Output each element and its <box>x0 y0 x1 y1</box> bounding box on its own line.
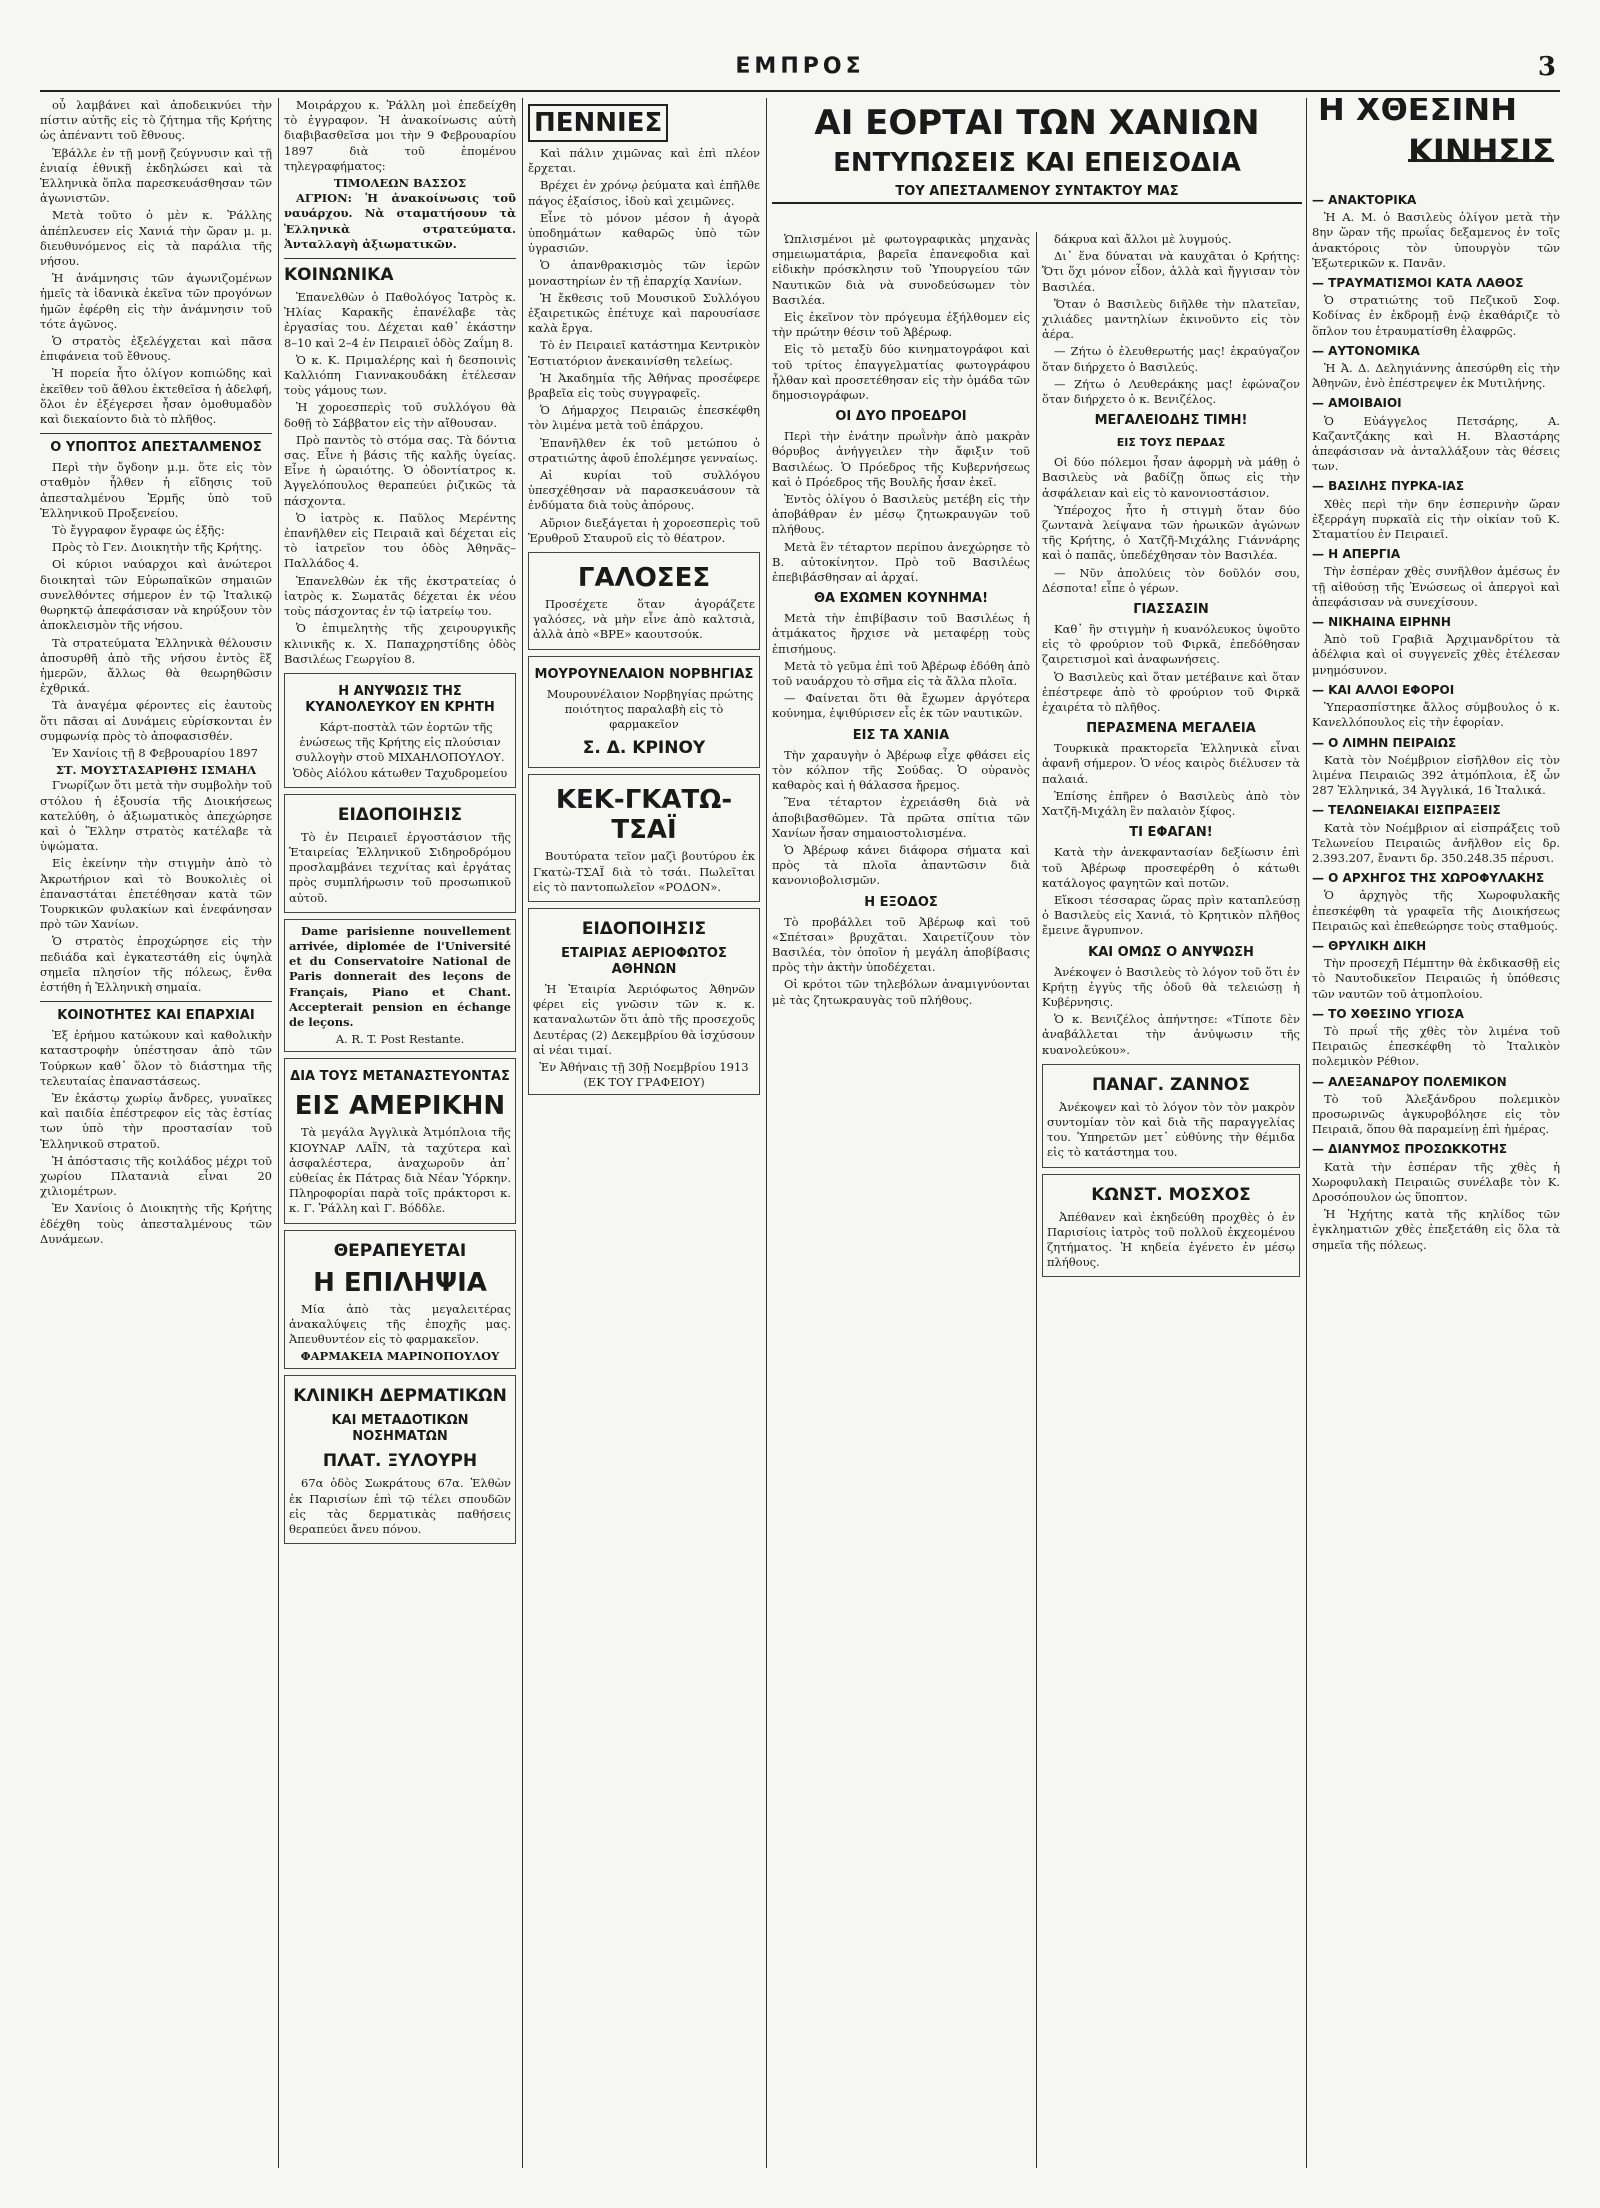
paragraph: Καθ᾽ ἣν στιγμὴν ἡ κυανόλευκος ὑψοῦτο εἰς τὸ φρούριον τοῦ Φιρκᾶ, ἐπεδόθησαν ζαιρετισμοὶ καὶ ἀναφωνήσεις. <box>1042 622 1300 667</box>
divider <box>284 258 516 259</box>
divider <box>40 433 272 434</box>
paragraph: Ὁ Ἀβέρωφ κάνει διάφορα σήματα καὶ πρὸς τὰ πλοῖα ἀπαντῶσιν διὰ κανονιοβολισμῶν. <box>772 842 1030 888</box>
column-rule <box>766 98 767 2168</box>
main-headline: ΑΙ ΕΟΡΤΑΙ ΤΩΝ ΧΑΝΙΩΝ <box>814 103 1260 143</box>
col4-exodos-text <box>772 915 1030 1008</box>
section-heading: — ΑΜΟΙΒΑΙΟΙ <box>1312 396 1402 411</box>
heading-efagan: ΤΙ ΕΦΑΓΑΝ! <box>1129 825 1213 841</box>
ad-text: Τὰ μεγάλα Ἀγγλικὰ Ἀτμόπλοια τῆς ΚΙΟΥΝΑΡ ΛΑΪΝ, τὰ ταχύτερα καὶ ἀσφαλέστερα, ἀναχωροῦν ἀπ᾽ εὐθείας ἐκ Πάτρας διὰ Νέαν Ὑόρκην. Πληροφορίαι παρὰ τοῖς πράκτορσι κ. κ. Γ. Ῥάλλη καὶ Γ. Βόδδλε. <box>289 1125 511 1216</box>
paragraph: Περὶ τὴν ὄγδοην μ.μ. ὅτε εἰς τὸν σταθμὸν ἦλθεν ἡ εἴδησις τοῦ ἀπεσταλμένου Ἑρμῆς ὑπὸ τοῦ Ἑλληνικοῦ Προξενείου. <box>40 460 272 520</box>
ad-heading: ΚΕΚ-ΓΚΑΤΩ-ΤΣΑΪ <box>555 785 733 846</box>
ad-name: ΠΛΑΤ. ΞΥΛΟΥΡΗ <box>322 1451 478 1472</box>
paragraph: Οἱ δύο πόλεμοι ἦσαν ἀφορμὴ νὰ μάθῃ ὁ Βασιλεὺς νὰ βαδίζῃ ὅπως εἰς τὴν ἀσφάλειαν καὶ εἰς τὸ κανονιοστάσιον. <box>1042 455 1300 500</box>
heading-koinotites: ΚΟΙΝΟΤΗΤΕΣ ΚΑΙ ΕΠΑΡΧΙΑΙ <box>57 1008 255 1024</box>
column-1 <box>40 98 272 2168</box>
paragraph: Τὰ ἀναγέμα φέροντες εἰς ἑαυτοὺς ὅτι πᾶσαι αἱ Δυνάμεις εὑρίσκονται ἐν συμφωνίᾳ πρὸς τὸ ἀποφασισθέν. <box>40 698 272 743</box>
paragraph: Εἶνε τὸ μόνον μέσον ἡ ἀγορὰ ὑποδημάτων καθαρῶς ὑπὸ τῶν ὑγρασιῶν. <box>528 210 760 256</box>
paragraph: δάκρυα καὶ ἄλλοι μὲ λυγμούς. <box>1054 232 1232 246</box>
paragraph: Πρὸ παντὸς τὸ στόμα σας. Τὰ δόντια σας. Εἶνε ἡ βάσις τῆς καλῆς ὑγείας. Εἶνε ἡ ὡραιότης. Ὁ ὀδοντίατρος κ. Ἀγγελόπουλος θεραπεύει ῥιζικῶς τὰ πάσχοντα. <box>284 432 516 508</box>
ad-heading: ΚΛΙΝΙΚΗ ΔΕΡΜΑΤΙΚΩΝ <box>293 1386 507 1407</box>
col3-pennies-text <box>528 146 760 546</box>
paragraph: οὖ λαμβάνει καὶ ἀποδεικνύει τὴν πίστιν αὐτῆς εἰς τὸ ζήτημα τῆς Κρήτης ὡς ἀπέναντι τοῦ ἔθνους. <box>40 98 272 143</box>
main-article-header <box>772 98 1302 208</box>
ad-name: ΠΑΝΑΓ. ΖΑΝΝΟΣ <box>1092 1074 1250 1095</box>
section-text: Ὁ Εὐάγγελος Πετσάρης, Α. Καζαντζάκης καὶ Η. Βλαστάρης ἀπεφάσισαν νὰ ἀνταλλάξουν τὰς θέσεις των. <box>1312 413 1560 474</box>
heading-kounima: ΘΑ ΕΧΩΜΕΝ ΚΟΥΝΗΜΑ! <box>813 591 989 607</box>
heading-hypoptos: Ο ΥΠΟΠΤΟΣ ΑΠΕΣΤΑΛΜΕΝΟΣ <box>50 440 262 456</box>
section-text: Κατὰ τὴν ἑσπέραν τῆς χθὲς ἡ Χωροφυλακὴ Πειραιῶς συνέλαβε τὸν Κ. Δροσόπουλον ὡς ὕποπτον. <box>1312 1159 1560 1204</box>
paragraph: Ὁ κ. Κ. Πριμαλέρης καὶ ἡ δεσποινὶς Καλλιόπη Γιαννακουδάκη ἐτέλεσαν τοὺς γάμους των. <box>284 352 516 398</box>
ad-text: Μουρουνέλαιον Νορβηγίας πρώτης ποιότητος παραλαβὴ εἰς τὸ φαρμακεῖον <box>546 686 754 732</box>
ad-kek <box>528 774 760 902</box>
col4-intro-text <box>772 232 1030 403</box>
ad-heading: ΓΑΛΟΣΕΣ <box>577 563 711 594</box>
column-rule <box>278 98 279 2168</box>
paragraph: Εἰς ἐκείνην τὴν στιγμὴν ἀπὸ τὸ Ἀκρωτήριον καὶ τὸ Βουκολιὲς οἱ ἐπαναστάται ἐπετέθησαν κατὰ τῶν Τουρκικῶν φυλακίων καὶ ἐνεφάνησαν πρὸ τῶν Χανίων. <box>40 856 272 932</box>
column-rule <box>1036 232 1037 2168</box>
col5-omos-text <box>1042 965 1300 1058</box>
paragraph: Ὁ ἀπανθρακισμὸς τῶν ἱερῶν μοναστηρίων ἐν τῇ ἐπαρχίᾳ Χανίων. <box>528 258 760 288</box>
ad-text: Μία ἀπὸ τὰς μεγαλειτέρας ἀνακαλύψεις τῆς ἐποχῆς μας. Ἀπευθυντέον εἰς τὸ φαρμακεῖον. <box>289 1301 511 1346</box>
paragraph: — Ζήτω ὁ ἐλευθερωτής μας! ἐκραύγαζον ὅταν διήρχετο ὁ Βασιλεύς. <box>1042 344 1300 374</box>
ad-pharmacy: ΦΑΡΜΑΚΕΙΑ ΜΑΡΙΝΟΠΟΥΛΟΥ <box>300 1349 500 1364</box>
paragraph: Καὶ πάλιν χιμῶνας καὶ ἐπὶ πλέον ἔρχεται. <box>528 146 760 176</box>
ad-text: Βουτύρατα τεῖον μαζὶ βουτύρου ἐκ Γκατὼ-ΤΣΑΪ διὰ τὸ τσάι. Πωλεῖται εἰς τὸ παντοπωλεῖον «ΡΟΔΟΝ». <box>533 849 755 894</box>
paragraph: Τὰ στρατεύματα Ἑλληνικὰ θέλουσιν ἀποσυρθῆ ἀπὸ τῆς νήσου ἐντὸς ἓξ ἡμερῶν, ἄλλως θὰ θεωρηθῶσιν ἐχθρικά. <box>40 635 272 696</box>
column-6 <box>1312 98 1560 2168</box>
col4-proedroi-text <box>772 429 1030 585</box>
ad-name: Σ. Δ. ΚΡΙΝΟΥ <box>582 738 706 759</box>
ad-mourounelaion <box>528 656 760 769</box>
ad-signature: (ΕΚ ΤΟΥ ΓΡΑΦΕΙΟΥ) <box>583 1075 705 1090</box>
ad-heading: Η ΕΠΙΛΗΨΙΑ <box>313 1267 487 1298</box>
heading-giassasin: ΓΙΑΣΣΑΣΙΝ <box>1133 602 1209 618</box>
paragraph: Δι᾽ ἕνα δύναται νὰ καυχᾶται ὁ Κρήτης: Ὅτι ὅχι μόνον εἶδον, ἀλλὰ καὶ ἤγγισαν τὸν Βασιλέα. <box>1042 249 1300 294</box>
col2-top-text <box>284 98 516 174</box>
col5-top-text <box>1042 232 1300 407</box>
paragraph: Ὑπέροχος ἦτο ἡ στιγμὴ ὅταν δύο ζωντανὰ λείψανα τῶν ἡρωικῶν ἀγώνων τῆς Κρήτης, ὁ Χατζῆ-Μιχάλης Γιάννάρης καὶ ὁ παπᾶς, ὑπεδέχθησαν τὸν Βασιλέα. <box>1042 502 1300 563</box>
paragraph: Ἐπανελθὼν ὁ Παθολόγος Ἰατρὸς κ. Ἠλίας Καρακῆς ἐπανέλαβε τὰς ἐργασίας του. Δέχεται καθ᾽ ἑκάστην 8–10 καὶ 2–4 ἐν Πειραιεῖ ὁδὸς Ζαΐμη 8. <box>284 290 516 350</box>
ad-aeriofotos <box>528 908 760 1095</box>
main-byline: ΤΟΥ ΑΠΕΣΤΑΛΜΕΝΟΥ ΣΥΝΤΑΚΤΟΥ ΜΑΣ <box>772 184 1302 204</box>
col1-koinotites-text <box>40 1028 272 1247</box>
ad-epilepsy <box>284 1230 516 1370</box>
paragraph: Ἐν Χανίοις ὁ Διοικητὴς τῆς Κρήτης ἐδέχθη τοὺς ἀπεσταλμένους τῶν Δυνάμεων. <box>40 1201 272 1246</box>
ad-galoses <box>528 552 760 650</box>
paragraph: Εἰς ἐκεῖνον τὸν πρόγευμα ἐξήλθομεν εἰς τὴν πρώτην θέσιν τοῦ Ἀβέρωφ. <box>772 310 1030 340</box>
paragraph: Εἰς τὸ μεταξὺ δύο κινηματογράφοι καὶ τοῦ τρίτος ἐπαγγελματίας φωτογράφου ἦλθαν καὶ προσετέθησαν εἰς τὴν ὁμάδα τῶν δημοσιογράφων. <box>772 342 1030 403</box>
heading-exodos: Η ΕΞΟΔΟΣ <box>864 894 938 910</box>
section-text: Ὁ ἀρχηγὸς τῆς Χωροφυλακῆς ἐπεσκέφθη τὰ γραφεῖα τῆς Διοικήσεως Πειραιῶς καὶ ἐπεθεώρησε τοὺς σταθμούς. <box>1312 888 1560 933</box>
heading-kinisis: ΚΙΝΗΣΙΣ <box>1408 132 1554 170</box>
section-heading: — ΒΑΣΙΛΗΣ ΠΥΡΚΑ-ΙΑΣ <box>1312 479 1465 494</box>
col4-kounima-text <box>772 611 1030 721</box>
heading-koinonika: ΚΟΙΝΩΝΙΚΑ <box>284 265 394 286</box>
col5-megaleiodis-text <box>1042 455 1300 596</box>
col1-body-text <box>40 778 272 995</box>
column-rule <box>1306 98 1307 2168</box>
heading-megaleiodis: ΜΕΓΑΛΕΙΟΔΗΣ ΤΙΜΗ! <box>1094 413 1248 429</box>
column-3 <box>528 98 760 2168</box>
section-text: Ὁ στρατιώτης τοῦ Πεζικοῦ Σοφ. Κοδίνας ἐν ἐκδρομῇ ἐνῷ ἐκαθάριζε τὸ ὅπλον του ἐτραυματίσθη ἐλαφρῶς. <box>1312 293 1560 338</box>
heading-perasmena: ΠΕΡΑΣΜΕΝΑ ΜΕΓΑΛΕΙΑ <box>1086 721 1256 737</box>
section-text: Κατὰ τὸν Νοέμβριον αἱ εἰσπράξεις τοῦ Τελωνείου Πειραιῶς ἀνῆλθον εἰς δρ. 2.393.207, ἔναντι δρ. 350.248.35 πέρυσι. <box>1312 820 1560 865</box>
ad-subheading: ΔΙΑ ΤΟΥΣ ΜΕΤΑΝΑΣΤΕΥΟΝΤΑΣ <box>290 1069 510 1085</box>
paragraph: Ἡ ἀνάμνησις τῶν ἀγωνιζομένων ἡμεῖς τὰ ἰδανικὰ ἐκεῖνα τῶν προγόνων ἡμῶν ἐφέρθη εἰς τὴν ἀνάμνησιν τοῦ τότε ἀγῶνος. <box>40 271 272 331</box>
paragraph: Μετὰ τοῦτο ὁ μὲν κ. Ῥάλλης ἀπέπλευσεν εἰς Χανιά τὴν ὥραν μ. μ. διευθυνόμενος εἰς τὰ παράλια τῆς νήσου. <box>40 208 272 269</box>
main-subheadline: ΕΝΤΥΠΩΣΕΙΣ ΚΑΙ ΕΠΕΙΣΟΔΙΑ <box>833 148 1241 178</box>
section-heading: — ΑΥΤΟΝΟΜΙΚΑ <box>1312 343 1420 358</box>
paragraph: Τὸ ἔγγραφον ἔγραφε ὡς ἑξῆς: <box>52 523 225 538</box>
paragraph: Ὁ στρατὸς ἐξελέγχεται καὶ πᾶσα ἐπιφάνεια τοῦ ἔθνους. <box>40 334 272 364</box>
paragraph: Ἡ ἔκθεσις τοῦ Μουσικοῦ Συλλόγου ἐξαιρετικῶς ἐπέτυχε καὶ παρουσίασε καλὰ ἔργα. <box>528 290 760 336</box>
masthead <box>40 52 1560 92</box>
ad-date: Ἐν Ἀθήναις τῇ 30ῇ Νοεμβρίου 1913 <box>539 1059 749 1074</box>
ad-subheading: ΚΑΙ ΜΕΤΑΔΟΤΙΚΩΝ ΝΟΣΗΜΑΤΩΝ <box>331 1413 469 1445</box>
page-number: 3 <box>1537 52 1556 82</box>
paragraph: Πρὸς τὸ Γεν. Διοικητὴν τῆς Κρήτης. <box>52 540 263 555</box>
paragraph: Ὡπλισμένοι μὲ φωτογραφικὰς μηχανὰς σημειωματάρια, βαρεῖα ἐπανεφοδια καὶ εἰδικὴν πρόσκλησιν τοῦ Ὑπουργείου τῶν Ναυτικῶν διὰ νὰ συνοδεύσωμεν τὸν Βασιλέα. <box>772 232 1030 307</box>
col1-intro <box>40 98 272 427</box>
paragraph: Ὁ Βασιλεὺς καὶ ὅταν μετέβαινε καὶ ὅταν ἐπέστρεφε ἀπὸ τὸ φρούριον τοῦ Φιρκᾶ ἐχαιρέτα τὸ πλῆθος. <box>1042 669 1300 715</box>
ad-zannos <box>1042 1064 1300 1168</box>
column-2 <box>284 98 516 2168</box>
newspaper-title: ΕΜΠΡΟΣ <box>735 54 865 79</box>
section-text: Ἡ Ἡχήτης κατὰ τῆς κηλίδος τῶν ἐγκληματιῶν χθὲς ἐπεξετάθη εἰς ὅλα τὰ σημεῖα τῆς πόλεως. <box>1312 1207 1560 1252</box>
heading-chthesini-kinisis <box>1312 98 1560 188</box>
paragraph: Ἐξ ἐρήμου κατώκουν καὶ καθολικὴν καταστροφὴν ὑπέστησαν ἀπὸ τῶν Τούρκων καθ᾽ ὅλον τὸ διάστημα τῆς τελευταίας ἐπαναστάσεως. <box>40 1028 272 1088</box>
section-heading: — Ο ΑΡΧΗΓΟΣ ΤΗΣ ΧΩΡΟΦΥΛΑΚΗΣ <box>1312 871 1545 886</box>
section-heading: — ΝΙΚΗΑΙΝΑ ΕΙΡΗΝΗ <box>1312 615 1451 630</box>
ad-text: Ἡ Ἐταιρία Ἀεριόφωτος Ἀθηνῶν φέρει εἰς γνῶσιν τῶν κ. κ. καταναλωτῶν ὅτι ἀπὸ τῆς προσεχοῦς Δευτέρας (2) Δεκεμβρίου θὰ ἰσχύσουν αἱ νέαι τιμαί. <box>533 981 755 1057</box>
paragraph: Ὁ κ. Βενιζέλος ἀπήντησε: «Τίποτε δὲν ἀναβάλλεται τὴν ἀνύψωσιν τῆς κυανολεύκου». <box>1042 1012 1300 1057</box>
ad-signature: A. R. T. Post Restante. <box>335 1032 465 1047</box>
ad-text: Κάρτ-ποστὰλ τῶν ἑορτῶν τῆς ἑνώσεως τῆς Κρήτης εἰς πλούσιαν συλλογὴν στοῦ ΜΙΧΑΗΛΟΠΟΥΛΟΥ. Ὁδὸς Αἰόλου κάτωθεν Ταχυδρομείου <box>292 719 508 780</box>
section-text: Χθὲς περὶ τὴν 6ην ἑσπερινὴν ὥραν ἐξερράγη πυρκαϊὰ εἰς τὴν οἰκίαν τοῦ Κ. Σταματίου ἐν Πειραιεῖ. <box>1312 496 1560 542</box>
subheading-perdas: ΕΙΣ ΤΟΥΣ ΠΕΡΔΑΣ <box>1116 436 1226 450</box>
heading-omos: ΚΑΙ ΟΜΩΣ Ο ΑΝΥΨΩΣΗ <box>1088 944 1254 960</box>
section-heading: — ΑΝΑΚΤΟΡΙΚΑ <box>1312 193 1417 207</box>
signer: ΤΙΜΟΛΕΩΝ ΒΑΣΣΟΣ <box>333 176 467 191</box>
ad-subheading: ΕΤΑΙΡΙΑΣ ΑΕΡΙΟΦΩΤΟΣ ΑΘΗΝΩΝ <box>561 945 727 977</box>
ad-heading: ΘΕΡΑΠΕΥΕΤΑΙ <box>333 1240 467 1261</box>
section-text: Τὸ πρωΐ τῆς χθὲς τὸν λιμένα τοῦ Πειραιῶς ἐπεσκέφθη τὸ Ἰταλικὸν πολεμικὸν Ρέθιον. <box>1312 1023 1560 1069</box>
section-heading: — ΤΡΑΥΜΑΤΙΣΜΟΙ ΚΑΤΑ ΛΑΘΟΣ <box>1312 276 1524 291</box>
paragraph: Ἐν ἐκάστῳ χωρίῳ ἄνδρες, γυναῖκες καὶ παιδία ἐπέστρεφον εἰς τὰς ἑστίας των ὑπὸ τὴν προστασίαν τοῦ Ἑλληνικοῦ στρατοῦ. <box>40 1090 272 1151</box>
section-text: Ἡ Α. Μ. ὁ Βασιλεὺς ὀλίγον μετὰ τὴν 8ην ὥραν τῆς πρωΐας δεξαμενος ἐν τοῖς ἀνακτόροις τὸν ὑπουργὸν τῶν Ἐξωτερικῶν κ. Πανᾶν. <box>1312 210 1560 270</box>
ad-heading: ΜΟΥΡΟΥΝΕΛΑΙΟΝ ΝΟΡΒΗΓΙΑΣ <box>534 666 754 682</box>
ad-text: Ἀνέκοψεν καὶ τὸ λόγον τὸν τὸν μακρὸν συντομίαν τὸν καὶ διὰ τῆς παραγγελίας του. Ὑπηρετῶν μετ᾽ εὐθύνης τὴν θέμιδα εἰς τὸ κατάστημα του. <box>1047 1099 1295 1160</box>
agrion-text: ΑΓΡΙΟΝ: Ἡ ἀνακοίνωσις τοῦ ναυάρχου. Νὰ σταματήσουν τὰ Ἑλληνικὰ στρατεύματα. Ἀνταλλαγὴ ἀξιωματικῶν. <box>284 191 516 251</box>
heading-pennies: ΠΕΝΝΙΕΣ <box>528 104 668 142</box>
paragraph: Ἀνέκοψεν ὁ Βασιλεὺς τὸ λόγον τοῦ ὅτι ἐν Κρήτῃ ἐγγὺς τῆς ὁδοῦ θὰ τελειώσῃ ἡ Κυβέρνησις. <box>1042 964 1300 1009</box>
col1-hypoptos-text <box>40 460 272 761</box>
column-rule <box>522 98 523 2168</box>
ad-french-lessons <box>284 919 516 1053</box>
paragraph: — Ζήτω ὁ Λευθεράκης μας! ἐφώναζον ὅταν διήρχετο ὁ κ. Βενιζέλος. <box>1042 376 1300 407</box>
paragraph: Τὸ προβάλλει τοῦ Ἀβέρωφ καὶ τοῦ «Σπέτσαι» βρυχᾶται. Χαιρετίζουν τὸν Βασιλέα, τὸν ὁποῖον ἡ μεγάλη ἀποβίβασις πρὸς τὴν ἀκτὴν ὑποδέχεται. <box>772 914 1030 975</box>
paragraph: Οἱ κύριοι ναύαρχοι καὶ ἀνώτεροι διοικηταὶ τῶν Εὐρωπαϊκῶν σημαιῶν συνελθόντες σήμερον ἐν τῷ Ἰταλικῷ θωρηκτῷ ἀπεφάσισαν νὰ κηρύξουν τὸν ἀποκλεισμὸν τῆς νήσου. <box>40 557 272 633</box>
ad-heading: ΕΙΔΟΠΟΙΗΣΙΣ <box>337 804 463 825</box>
paragraph: Εἴκοσι τέσσαρας ὥρας πρὶν καταπλεύσῃ ὁ Βασιλεὺς εἰς Χανιά, τὸ Κρητικὸν πλῆθος ἔμεινε ἄγρυπνον. <box>1042 892 1300 938</box>
paragraph: Μοιράρχου κ. Ῥάλλη μοὶ ἐπεδείχθη τὸ ἐγγραφον. Ἡ ἀνακοίνωσις αὐτὴ διαβιβασθεῖσα μοι τὴν 9 Φεβρουαρίου 1897 διὰ τοῦ ἑπομένου τηλεγραφήματος: <box>284 98 516 173</box>
column-5 <box>1042 232 1300 2168</box>
section-text: Τὴν προσεχῆ Πέμπτην θὰ ἐκδικασθῇ εἰς τὸ Ναυτοδικεῖον Πειραιῶς ἡ ὑπόθεσις τῶν ναυτῶν τοῦ ἀτμοπλοίου. <box>1312 956 1560 1001</box>
paragraph: Κατὰ τὴν ἀνεκφαντασίαν δεξίωσιν ἐπὶ τοῦ Ἀβέρωφ προσεφέρθη ὁ κάτωθι κατάλογος φαγητῶν καὶ ποτῶν. <box>1042 845 1300 890</box>
paragraph: Μετὰ τὸ γεῦμα ἐπὶ τοῦ Ἀβέρωφ ἐδόθη ἀπὸ τοῦ ναυάρχου τὸ σῆμα εἰς τὰ ἄλλα πλοῖα. <box>772 658 1030 689</box>
section-text: Τὴν ἑσπέραν χθὲς συνῆλθον ἀμέσως ἐν τῇ αἰθούσῃ τῆς Ἐνώσεως οἱ ἀπεργοὶ καὶ ἀπεφάσισαν νὰ συνεχίσουν. <box>1312 564 1560 609</box>
heading-chthesini: Η ΧΘΕΣΙΝΗ <box>1318 98 1517 128</box>
ad-eidopoiisis <box>284 794 516 913</box>
col5-perasmena-text <box>1042 741 1300 819</box>
paragraph: Ὁ στρατὸς ἐπροχώρησε εἰς τὴν πεδιάδα καὶ ἐγκατεστάθη εἰς ὑψηλὰ σημεῖα πλησίον τῆς πόλεως, ἔνθα ἐστήθη ἡ Ἑλληνικὴ σημαία. <box>40 934 272 994</box>
paragraph: Ὁ Δήμαρχος Πειραιῶς ἐπεσκέφθη τὸν λιμένα μετὰ τοῦ ἐπάρχου. <box>528 403 760 433</box>
divider <box>40 1001 272 1002</box>
paragraph: Ἡ πορεία ἦτο ὀλίγον κοπιώδης καὶ ἐκεῖθεν τοῦ ἄθλου ἐκτεθεῖσα ἡ ἀδελφή, ὅλοι ἐν ἐξέγερσει ἦσαν ὁμοθυμαδὸν καὶ διεκαίοντο διὰ τὸ πλῆθος. <box>40 366 272 427</box>
section-heading: — Ο ΛΙΜΗΝ ΠΕΙΡΑΙΩΣ <box>1312 735 1457 750</box>
paragraph: Ἐβάλλε ἐν τῇ μονῇ ζεύγνυσιν καὶ τῇ ἐνιαίᾳ ἐθνικῇ ἐκδηλώσει καὶ τὰ Ἑλληνικὰ ὅπλα παρεσκευάσθησαν τῶν ἀγωνιστῶν. <box>40 145 272 206</box>
col2-koinonika-text <box>284 290 516 667</box>
ad-text: Ἀπέθανεν καὶ ἐκηδεύθη προχθὲς ὁ ἐν Παρισίοις ἰατρὸς τοῦ πολλοῦ ἐκχεομένου ζητήματος. Ἡ κηδεία ἐγένετο ἐν μέσῳ πλήθους. <box>1047 1209 1295 1270</box>
paragraph: Μετὰ ἓν τέταρτον περίπου ἀνεχώρησε τὸ Β. αὐτοκίνητον. Πρὸ τοῦ Βασιλέως ἐπεβιβάσθησαν αἱ ἀρχαί. <box>772 539 1030 585</box>
ad-text: Τὸ ἐν Πειραιεῖ ἐργοστάσιον τῆς Ἑταιρείας Ἑλληνικοῦ Σιδηροδρόμου προσλαμβάνει τεχνίτας καὶ ἐργάτας πρὸς συμπλήρωσιν τοῦ προσωπικοῦ αὐτοῦ. <box>289 829 511 905</box>
section-heading: — ΤΟ ΧΘΕΣΙΝΟ ΥΓΙΟΣΑ <box>1312 1006 1464 1021</box>
paragraph: Ἐπανελθὼν ἐκ τῆς ἐκστρατείας ὁ ἰατρὸς κ. Σωματᾶς δέχεται ἐκ νέου τοὺς πάσχοντας ἐν τῷ ἰατρείῳ του. <box>284 573 516 619</box>
ad-america <box>284 1058 516 1223</box>
section-heading: — ΔΙΑΝΥΜΟΣ ΠΡΟΣΩΚΚΟΤΗΣ <box>1312 1142 1508 1157</box>
newspaper-page <box>40 52 1560 2172</box>
signature: ΣΤ. ΜΟΥΣΤΑΣΑΡΙΘΗΣ ΙΣΜΑΗΛ <box>55 763 257 778</box>
column-4 <box>772 232 1030 2168</box>
section-heading: — ΤΕΛΩΝΕΙΑΚΑΙ ΕΙΣΠΡΑΞΕΙΣ <box>1312 803 1501 818</box>
paragraph: Ὅταν ὁ Βασιλεὺς διῆλθε τὴν πλατεῖαν, χιλιάδες μαντηλίων ἐκινοῦντο εἰς τὸν ἀέρα. <box>1042 296 1300 342</box>
paragraph: — Νῦν ἀπολύεις τὸν δοῦλόν σου, Δέσποτα! εἶπε ὁ γέρων. <box>1042 565 1300 595</box>
paragraph: Ὁ ἰατρὸς κ. Παῦλος Μερέντης ἐπανῆλθεν εἰς Πειραιᾶ καὶ δέχεται εἰς τὸ ἰατρεῖον του ὁδὸς Ἀθηνᾶς–Παλλάδος 4. <box>284 510 516 571</box>
paragraph: Ὁ ἐπιμελητὴς τῆς χειρουργικῆς κλινικῆς κ. Χ. Παπαχρηστίδης ὁδὸς Βασιλέως Γεωργίου 8. <box>284 621 516 666</box>
ad-name: ΚΩΝΣΤ. ΜΟΣΧΟΣ <box>1091 1184 1251 1205</box>
paragraph: — Φαίνεται ὅτι θὰ ἔχωμεν ἀργότερα κούνημα, ἐψιθύρισεν εἷς ἐκ τῶν ναυτικῶν. <box>772 691 1030 721</box>
col4-chania-text <box>772 748 1030 889</box>
col6-news-sections <box>1312 193 1560 1253</box>
section-heading: — ΘΡΥΛΙΚΗ ΔΙΚΗ <box>1312 938 1427 953</box>
paragraph: Μετὰ τὴν ἐπιβίβασιν τοῦ Βασιλέως ἡ ἀτμάκατος ἤρχισε νὰ μεταφέρῃ τοὺς ἐπισήμους. <box>772 611 1030 656</box>
paragraph: Ἐν Χανίοις τῇ 8 Φεβρουαρίου 1897 <box>52 745 258 760</box>
paragraph: Βρέχει ἐν χρόνῳ ῥεύματα καὶ ἐπῆλθε πάγος ἐξαίσιος, ἰδοὺ καὶ χειμῶνες. <box>528 178 760 208</box>
ad-kyanoleukou <box>284 673 516 788</box>
ad-heading: ΕΙΔΟΠΟΙΗΣΙΣ <box>581 918 707 939</box>
paragraph: Ἡ Ἀκαδημία τῆς Ἀθήνας προσέφερε βραβεῖα εἰς τοὺς συγγραφεῖς. <box>528 370 760 401</box>
paragraph: Αἱ κυρίαι τοῦ συλλόγου ὑπεσχέθησαν νὰ παρασκευάσουν τὰ ἐνδύματα διὰ τοὺς ἀπόρους. <box>528 468 760 513</box>
paragraph: Οἱ κρότοι τῶν τηλεβόλων ἀναμιγνύονται μὲ τὰς ζητωκραυγὰς τοῦ πλήθους. <box>772 977 1030 1007</box>
paragraph: Τὴν χαραυγὴν ὁ Ἀβέρωφ εἶχε φθάσει εἰς τὸν κόλπον τῆς Σούδας. Ὁ οὐρανὸς καθαρὸς καὶ ἡ θάλασσα ἤρεμος. <box>772 747 1030 793</box>
section-text: Κατὰ τὸν Νοέμβριον εἰσῆλθον εἰς τὸν λιμένα Πειραιῶς 392 ἀτμόπλοια, ἐξ ὧν 287 Ἑλληνικά, 34 Ἀγγλικά, 16 Ἰταλικά. <box>1312 752 1560 798</box>
ad-text: Dame parisienne nouvellement arrivée, diplomée de l'Université et du Conservatoire National de Paris donnerait des leçons de Français, Piano et Chant. Accepterait pension en échange de leçons. <box>289 923 511 1029</box>
section-text: Τὸ τοῦ Ἀλεξάνδρου πολεμικὸν προσωρινῶς ἀγκυροβόλησε εἰς τὸν Πειραιᾶ, ὅπου θὰ παραμείνῃ ἐπὶ ἡμέρας. <box>1312 1091 1560 1137</box>
heading-chania: ΕΙΣ ΤΑ ΧΑΝΙΑ <box>852 727 950 743</box>
paragraph: Τὸ ἐν Πειραιεῖ κατάστημα Κεντρικὸν Ἑστιατόριον ἀνεκαινίσθη τελείως. <box>528 338 760 368</box>
section-text: Ἀπὸ τοῦ Γραβιᾶ Ἀρχιμανδρίτου τὰ ἀδέλφια καὶ οἱ συγγενεῖς χθὲς ἐτέλεσαν μνημόσυνον. <box>1312 632 1560 677</box>
paragraph: Ἐπανῆλθεν ἐκ τοῦ μετώπου ὁ στρατιώτης ἀφοῦ ἐπολέμησε γενναίως. <box>528 435 760 465</box>
paragraph: Περὶ τὴν ἐνάτην πρωῒνὴν ἀπὸ μακρὰν θόρυβος ἀνήγγειλεν τὴν ἄφιξιν τοῦ Βασιλέως. Ὁ Πρόεδρος τῆς Κυβερνήσεως καὶ ὁ Πρόεδρος τῆς Βουλῆς ἦσαν ἐκεῖ. <box>772 429 1030 489</box>
col5-giassasin-text <box>1042 622 1300 715</box>
paragraph: Ἕνα τέταρτον ἐχρειάσθη διὰ νὰ ἀποβιβασθῶμεν. Τὰ πρῶτα σπίτια τῶν Χανίων ἦσαν σημαιοστολισμένα. <box>772 795 1030 840</box>
section-heading: — ΚΑΙ ΑΛΛΟΙ ΕΦΟΡΟΙ <box>1312 682 1455 697</box>
ad-heading: Η ΑΝΥΨΩΣΙΣ ΤΗΣ ΚΥΑΝΟΛΕΥΚΟΥ ΕΝ ΚΡΗΤΗ <box>305 683 495 715</box>
paragraph: Ἡ ἀπόστασις τῆς κοιλάδος μέχρι τοῦ χωρίου Πλατανιὰ εἶναι 20 χιλιομέτρων. <box>40 1153 272 1199</box>
ad-moschos <box>1042 1174 1300 1278</box>
col5-efagan-text <box>1042 845 1300 938</box>
section-heading: — ΑΛΕΞΑΝΔΡΟΥ ΠΟΛΕΜΙΚΟΝ <box>1312 1074 1507 1089</box>
paragraph: Γνωρίζων ὅτι μετὰ τὴν συμβολὴν τοῦ στόλου ἡ ἐξουσία τῆς Διοικήσεως κατελύθη, ὁ ἀξιωματικὸς ἀπεχώρησε καὶ ὁ Ἕλλην στρατὸς κατέλαβε τὰ ὑψώματα. <box>40 778 272 854</box>
section-heading: — Η ΑΠΕΡΓΙΑ <box>1312 547 1401 562</box>
paragraph: Ἐντὸς ὀλίγου ὁ Βασιλεὺς μετέβη εἰς τὴν ἀποβάθραν ἐν μέσῳ ζητωκραυγῶν τοῦ πλήθους. <box>772 492 1030 537</box>
paragraph: Ἐπίσης ἐπῆρεν ὁ Βασιλεὺς ἀπὸ τὸν Χατζῆ-Μιχάλη ἓν παλαιὸν ξίφος. <box>1042 788 1300 819</box>
ad-text: Προσέχετε ὅταν ἀγοράζετε γαλόσες, νὰ μὴν εἶνε ἀπὸ καλτσιὰ, ἀλλὰ ἀπὸ «ΒΡΕ» καουτσούκ. <box>533 597 755 642</box>
heading-proedroi: ΟΙ ΔΥΟ ΠΡΟΕΔΡΟΙ <box>835 409 967 425</box>
paragraph: Αὔριον διεξάγεται ἡ χοροεσπερὶς τοῦ Ἐρυθροῦ Σταυροῦ εἰς τὸ θέατρον. <box>528 515 760 545</box>
paragraph: Τουρκικὰ πρακτορεῖα Ἑλληνικὰ εἶναι ἀφανῆ σήμερον. Ὁ νέος καιρὸς διέλυσεν τὰ παλαιά. <box>1042 741 1300 786</box>
paragraph: Ἡ χοροεσπερὶς τοῦ συλλόγου θὰ δοθῇ τὸ Σάββατον εἰς τὴν αἴθουσαν. <box>284 400 516 430</box>
ad-text: 67α ὁδὸς Σωκράτους 67α. Ἐλθὼν ἐκ Παρισίων ἐπὶ τῷ τέλει σπουδῶν εἰς τὰς δερματικὰς παθήσεις θεραπεύει ἄνευ πόνου. <box>289 1476 511 1536</box>
section-text: Ὑπερασπίστηκε ἄλλος σύμβουλος ὁ κ. Κανελλόπουλος εἰς τὴν ἐφορίαν. <box>1312 700 1560 730</box>
section-text: Ἡ Ἀ. Δ. Δεληγιάννης ἀπεσύρθη εἰς τὴν Ἀθηνῶν, ἐνὸ ἐπέστρεψεν ἐκ Μυτιλήνης. <box>1312 361 1560 391</box>
ad-clinic <box>284 1375 516 1544</box>
ad-heading: ΕΙΣ ΑΜΕΡΙΚΗΝ <box>294 1091 506 1122</box>
